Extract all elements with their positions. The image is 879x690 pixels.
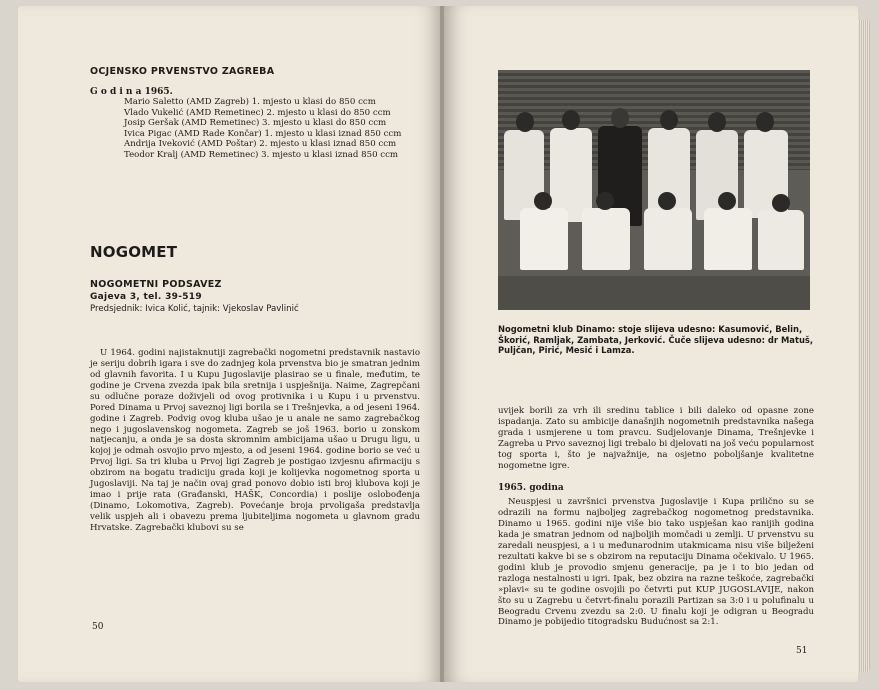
year-label: G o d i n a 1965. (90, 87, 173, 97)
left-page (18, 6, 442, 682)
result-item: Ivica Pigac (AMD Rade Končar) 1. mjesto u klasi iznad 850 ccm (124, 128, 402, 139)
player-figure (758, 210, 804, 270)
player-head (756, 112, 774, 132)
right-body-text (498, 406, 814, 628)
org-address: Gajeva 3, tel. 39-519 (90, 291, 202, 302)
org-officers: Predsjednik: Ivica Kolić, tajnik: Vjekoslav Pavlinić (90, 303, 299, 314)
player-head (534, 192, 552, 210)
page-number: 50 (92, 622, 104, 632)
result-item: Mario Saletto (AMD Zagreb) 1. mjesto u klasi do 850 ccm (124, 97, 376, 107)
body-paragraph (90, 348, 420, 533)
result-item: Andrija Iveković (AMD Poštar) 2. mjesto u klasi iznad 850 ccm (124, 139, 397, 150)
page-edges (858, 20, 870, 672)
paragraph-text: U 1964. godini najistaknutiji zagrebački nogometni predstavnik nastavio je seriju dobrih igara i sve do zadnjeg kola prvenstva bio je smatran jednim od glavnih favorita. I u Kupu Jugoslavije plasirao se u finale, međutim, te godine je Crvena zvezda ipak bila sretnija i uspješnija. Naime, Zagrepčani su odlučne poraze doživjeli od ovog protivnika i u Kupu i u prvenstvu. Pored Dinama u Prvoj saveznoj ligi borila se i Trešnjevka, a od jeseni 1964. godine i Zagreb. Podvig ovog kluba ušao je u anale ne samo zagrebačkog nego i jugoslavenskog nogometa. Zagreb se još 1963. borio u zonskom natjecanju, a onda je sa dosta skromnim ambicijama ušao u Drugu ligu, u kojoj je odmah osvojio prvo mjesto, a od jeseni 1964. godine borio se već u Prvoj ligi. Sa tri kluba u Prvoj ligi Zagreb je postigao izvjesnu afirmaciju s obzirom na bogatu tradiciju grada koji je kolijevka nogometnog sporta u Jugoslaviji. Na taj je način ovaj grad ponovo dobio isti broj klubova koji je imao i prije rata (Građanski, HAŠK, Concordia) i poslije oslobođenja (Dinamo, Lokomotiva, Zagreb). Povećanje broja prvoligaša predstavlja velik uspjeh ali i obavezu prema ljubiteljima nogometa u glavnom gradu Hrvatske. Zagrebački klubovi su se (90, 348, 420, 533)
player-figure (644, 208, 692, 270)
body-paragraph (498, 406, 814, 471)
result-item: Josip Geršak (AMD Remetinec) 3. mjesto u klasi do 850 ccm (124, 118, 387, 129)
player-head (596, 192, 614, 210)
right-page (444, 6, 858, 682)
player-head (718, 192, 736, 210)
player-head (708, 112, 726, 132)
section-title: NOGOMET (90, 242, 178, 261)
year-heading: 1965. godina (498, 483, 564, 494)
book-spread (8, 6, 870, 682)
player-head (516, 112, 534, 132)
paragraph-text: uvijek borili za vrh ili sredinu tablice i bili daleko od opasne zone ispadanja. Zato su ambicije današnjih nogometnih predstavnika našega grada i usmjerene u tom pravcu. Sudjelovanje Dinama, Trešnjevke i Zagreba u Prvo saveznoj ligi trebalo bi djelovati na još veću popularnost tog sporta i, što je najvažnije, na osjetno poboljšanje kvalitetne nogometne igre. (498, 406, 814, 471)
grass-strip (498, 276, 810, 310)
result-item: Teodor Kralj (AMD Remetinec) 3. mjesto u klasi iznad 850 ccm (124, 149, 399, 160)
player-figure (520, 208, 568, 270)
player-head (772, 194, 790, 212)
player-head (562, 110, 580, 130)
photo-caption: Nogometni klub Dinamo: stoje slijeva udesno: Kasumović, Belin, Škorić, Ramljak, Zambata, Jerković. Čuče slijeva udesno: dr Matuš, Puljčan, Pirić, Mesić i Lamza. (498, 324, 814, 356)
player-head (658, 192, 676, 210)
body-paragraph (498, 497, 814, 628)
result-item: Vlado Vukelić (AMD Remetinec) 2. mjesto u klasi do 850 ccm (124, 107, 391, 118)
player-head (660, 110, 678, 130)
team-photo (498, 70, 810, 310)
paragraph-text: Neuspjesi u završnici prvenstva Jugoslavije i Kupa prilično su se odrazili na formu najboljeg zagrebačkog nogometnog predstavnika. Dinamo u 1965. godini nije više bio tako uspješan kao ranijih godina kada je smatran jednom od najboljih momčadi u zemlji. U prvenstvu su zaredali neuspjesi, a i u međunarodnim utakmicama nisu više bilježeni rezultati kakve bi se s obzirom na reputaciju Dinama očekivalo. U 1965. godini klub je provodio smjenu generacije, pa je i to bio jedan od razloga nestalnosti u igri. Ipak, bez obzira na razne teškoće, zagrebački »plavi« su te godine osvojili po četvrti put KUP JUGOSLAVIJE, nakon što su u Zagrebu u četvrt-finalu porazili Partizan sa 3:0 i u polufinalu u Beogradu Crvenu zvezdu sa 2:0. U finalu koji je odigran u Beogradu Dinamo je pobijedio titogradsku Budućnost sa 2:1. (498, 497, 814, 628)
player-figure (582, 208, 630, 270)
section-heading: OCJENSKO PRVENSTVO ZAGREBA (90, 66, 275, 77)
results-list (90, 97, 420, 161)
player-figure (704, 208, 752, 270)
org-name: NOGOMETNI PODSAVEZ (90, 278, 222, 290)
page-number: 51 (796, 646, 808, 656)
player-head (611, 108, 629, 128)
